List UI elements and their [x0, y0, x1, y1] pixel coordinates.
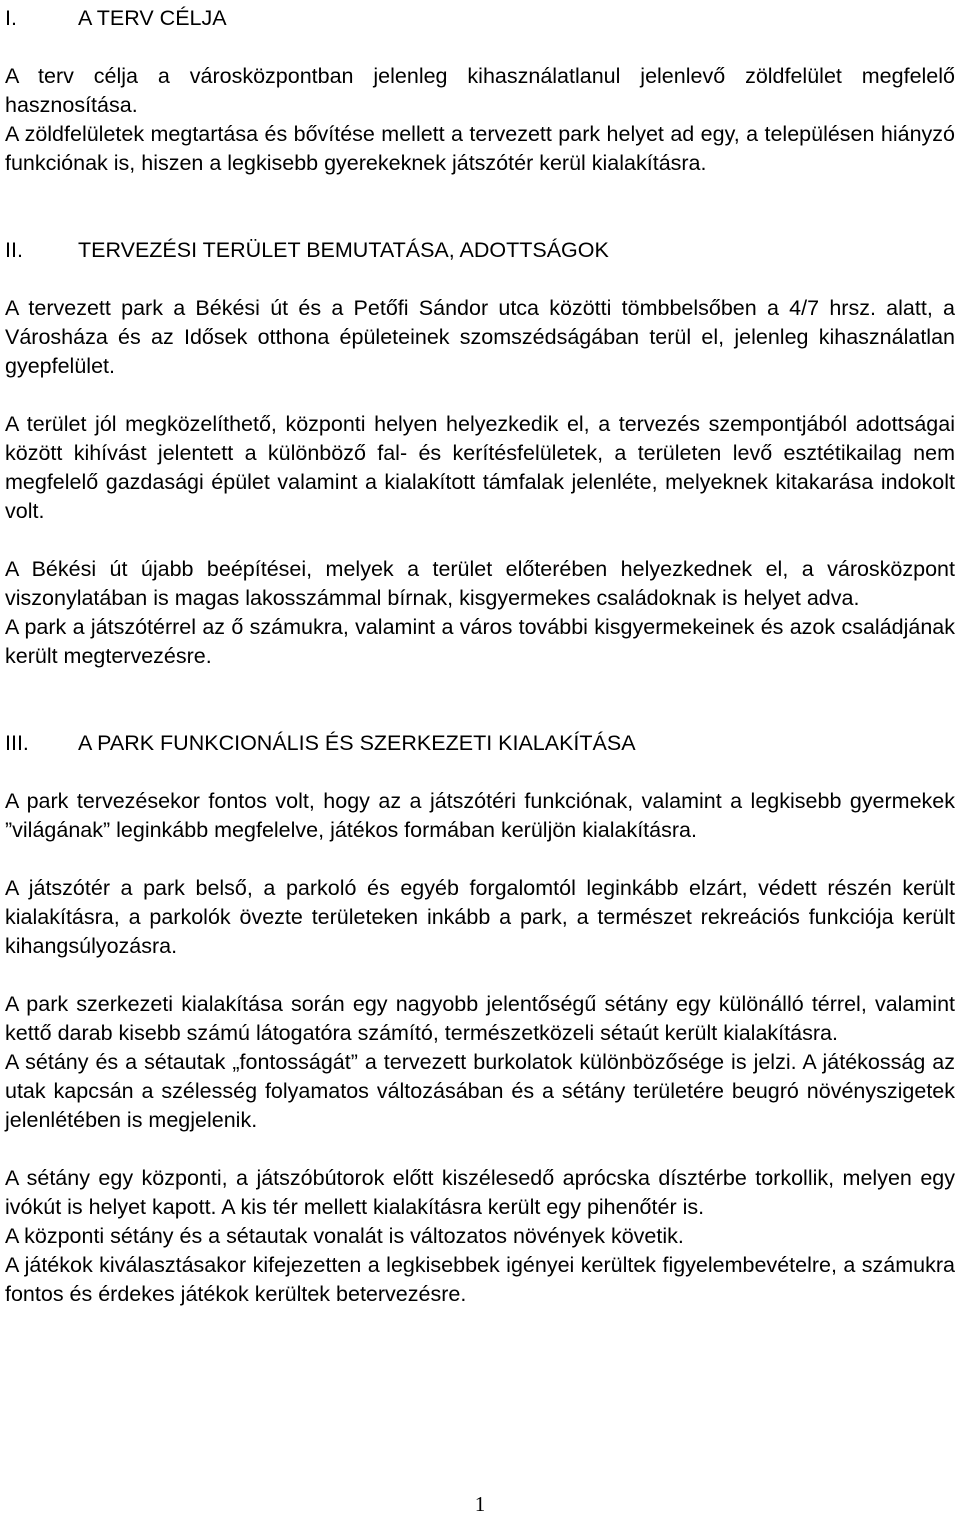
section-heading-1 [5, 4, 955, 33]
section-number: III. [5, 731, 29, 755]
paragraph: A játékok kiválasztásakor kifejezetten a legkisebbek igényei kerültek figyelembevételre, a számukra fontos és érdekes játékok kerültek betervezésre. [5, 1253, 955, 1306]
page-number: 1 [474, 1492, 486, 1516]
paragraph: A zöldfelületek megtartása és bővítése mellett a tervezett park helyet ad egy, a településen hiányzó funkciónak is, hiszen a legkisebb gyerekeknek játszótér kerül kialakításra. [5, 122, 955, 175]
document-page [5, 4, 955, 1309]
section-title: A PARK FUNKCIONÁLIS ÉS SZERKEZETI KIALAKÍTÁSA [78, 731, 636, 755]
section-title: TERVEZÉSI TERÜLET BEMUTATÁSA, ADOTTSÁGOK [78, 238, 609, 262]
paragraph: A park szerkezeti kialakítása során egy nagyobb jelentőségű sétány egy különálló térrel, valamint kettő darab kisebb számú látogatóra számító, természetközeli sétaút került kialakításra. [5, 992, 955, 1045]
paragraph: A park a játszótérrel az ő számukra, valamint a város további kisgyermekeinek és azok családjának került megtervezésre. [5, 615, 955, 668]
paragraph: A terület jól megközelíthető, központi helyen helyezkedik el, a tervezés szempontjából adottságai között kihívást jelentett a különböző fal- és kerítésfelületek, a területen levő esztétikailag nem megfelelő gazdasági épület valamint a kialakított támfalak jelenléte, melyeknek kitakarása indokolt volt. [5, 412, 955, 523]
section-number: I. [5, 6, 17, 30]
section-heading-2 [5, 236, 955, 265]
section-heading-3 [5, 729, 955, 758]
paragraph: A Békési út újabb beépítései, melyek a terület előterében helyezkednek el, a városközpont viszonylatában is magas lakosszámmal bírnak, kisgyermekes családoknak is helyet adva. [5, 557, 955, 610]
section-number: II. [5, 238, 23, 262]
paragraph: A központi sétány és a sétautak vonalát is változatos növények követik. [5, 1224, 684, 1248]
paragraph: A terv célja a városközpontban jelenleg kihasználatlanul jelenlevő zöldfelület megfelelő hasznosítása. [5, 64, 955, 117]
section-title: A TERV CÉLJA [78, 6, 227, 30]
paragraph: A sétány és a sétautak „fontosságát” a tervezett burkolatok különbözősége is jelzi. A játékosság az utak kapcsán a szélesség folyamatos változásában és a sétány területére beugró növényszigetek jelenlétében is megjelenik. [5, 1050, 955, 1132]
paragraph: A tervezett park a Békési út és a Petőfi Sándor utca közötti tömbbelsőben a 4/7 hrsz. alatt, a Városháza és az Idősek otthona épületeinek szomszédságában terül el, jelenleg kihasználatlan gyepfelület. [5, 296, 955, 378]
paragraph: A játszótér a park belső, a parkoló és egyéb forgalomtól leginkább elzárt, védett részén került kialakításra, a parkolók övezte területeken inkább a park, a természet rekreációs funkciója került kihangsúlyozásra. [5, 876, 955, 958]
paragraph: A sétány egy központi, a játszóbútorok előtt kiszélesedő aprócska dísztérbe torkollik, melyen egy ivókút is helyet kapott. A kis tér mellett kialakításra került egy pihenőtér is. [5, 1166, 955, 1219]
paragraph: A park tervezésekor fontos volt, hogy az a játszótéri funkciónak, valamint a legkisebb gyermekek ”világának” leginkább megfelelve, játékos formában kerüljön kialakításra. [5, 789, 955, 842]
